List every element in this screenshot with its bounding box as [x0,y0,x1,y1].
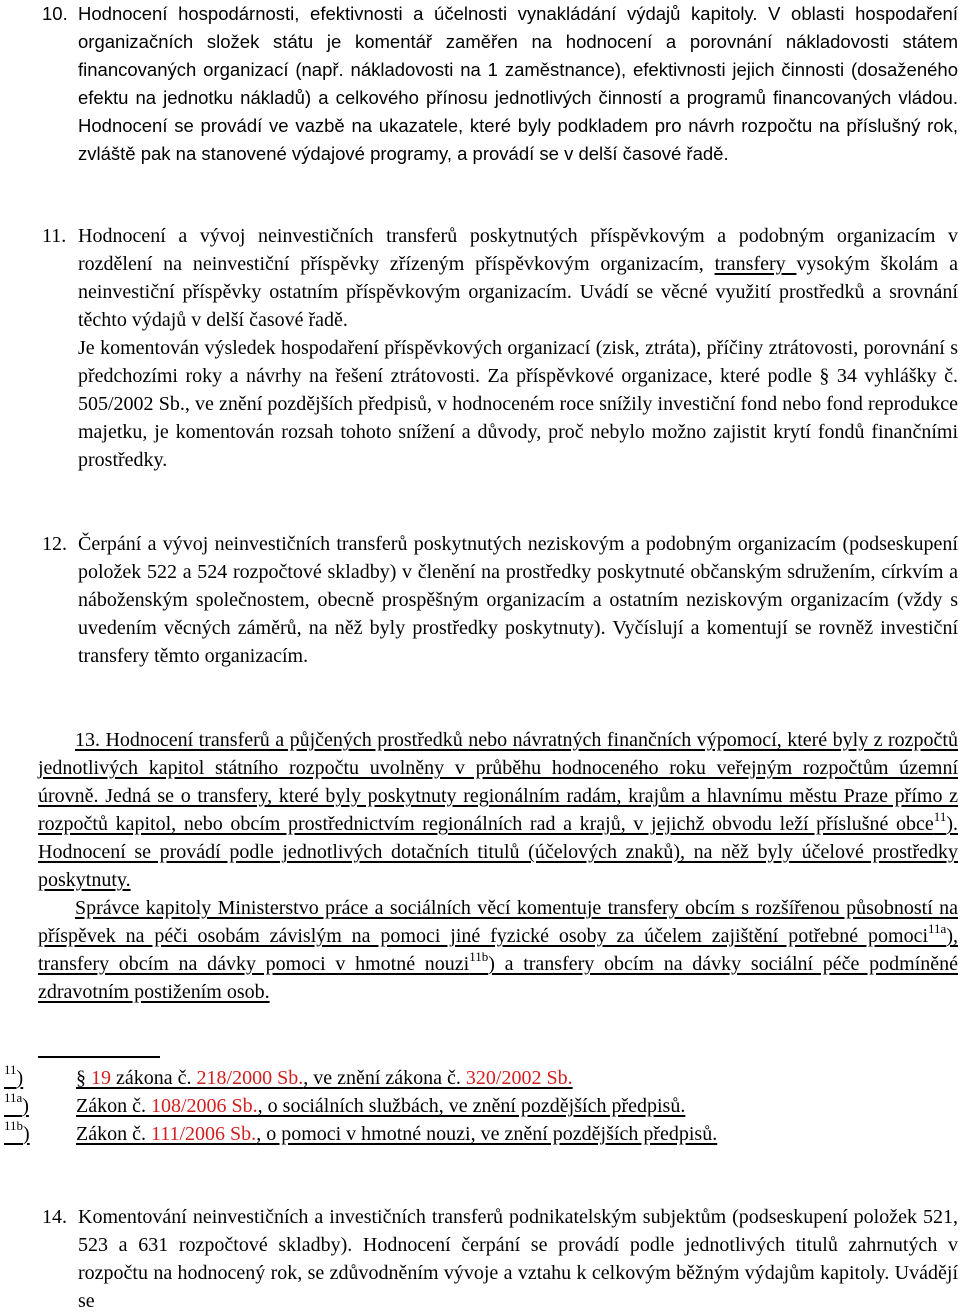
footnote-ref[interactable]: 11b [469,949,489,964]
section-13-paragraph-1: 13. Hodnocení transferů a půjčených prostředků nebo návratných finančních výpomocí, které byly z rozpočtů jednotlivých kapitol státního rozpočtu uvolněny v průběhu hodnoceného roku veřejným rozpočtům územní úrovně. Jedná se o transfery, které byly poskytnuty regionálním radám, krajům a hlavnímu městu Praze přímo z rozpočtů kapitol, nebo obcím prostřednictvím regionálních rad a krajů, v jejichž obvodu leží příslušné obce$^{11}$). Hodnocení se provádí podle jednotlivých dotačních titulů (účelových znaků), na něž byly účelové prostředky poskytnuty. [38,729,958,891]
section-11-paragraph-2: Je komentován výsledek hospodaření příspěvkových organizací (zisk, ztráta), příčiny ztrátovosti, porovnání s předchozími roky a návrhy na řešení ztrátovosti. Za příspěvkové organizace, které podle § 34 vyhlášky č. 505/2002 Sb., ve znění pozdějších předpisů, v hodnoceném roce snížily investiční fond nebo fond reprodukce majetku, je komentován rozsah tohoto snížení a důvody, proč nebylo možno zajistit krytí fondů finančními prostředky. [78,337,958,471]
section-11-paragraph-1: Hodnocení a vývoj neinvestičních transferů poskytnutých příspěvkovým a podobným organizacím v rozdělení na neinvestiční příspěvky zřízeným příspěvkovým organizacím, transfery vysokým školám a neinvestiční příspěvky ostatním příspěvkovým organizacím. Uvádí se věcné využití prostředků a srovnání těchto výdajů v delší časové řadě. [78,225,958,331]
section-13-paragraph-2: Správce kapitoly Ministerstvo práce a sociálních věcí komentuje transfery obcím s rozšířenou působností na příspěvek na péči osobám závislým na pomoci jiné fyzické osoby za účelem zajištění potřebné pomoci$^{11a}$), transfery obcím na dávky pomoci v hmotné nouzi$^{11b}$) a transfery obcím na dávky sociální péče podmíněné zdravotním postižením osob. [38,897,959,1003]
section-14-text: Komentování neinvestičních a investičních transferů podnikatelským subjektům (podseskupení položek 521, 523 a 631 rozpočtové skladby). Hodnocení čerpání se provádí podle jednotlivých titulů zahrnutých v rozpočtu na hodnocený rok, se zdůvodněním vývoje a vztahu k celkovým běžným výdajům kapitoly. Uvádějí se [78,1206,958,1312]
section-14 [42,1203,958,1315]
section-11 [42,222,958,474]
footnote-11b: $^{11b}$) Zákon č. 111/2006 Sb., o pomoci v hmotné nouzi, ve znění pozdějších předpisů. [4,1118,718,1145]
footnote-ref[interactable]: 11 [933,809,947,824]
footnote-divider [38,1056,160,1058]
footnote-11: $^{11}$) § 19 zákona č. 218/2000 Sb., ve znění zákona č. 320/2002 Sb. [4,1062,573,1089]
section-number: 12. [42,533,67,555]
underlined-text: transfery [714,253,797,275]
section-13 [38,726,958,1006]
section-10 [42,0,958,168]
section-12-text: Čerpání a vývoj neinvestičních transferů poskytnutých neziskovým a podobným organizacím (podseskupení položek 522 a 524 rozpočtové skladby) v členění na prostředky poskytnuté občanským sdružením, církvím a náboženským společnostem, obecně prospěšným organizacím a ostatním neziskovým organizacím (vždy s uvedením věcných záměrů, na něž byly prostředky poskytnuty). Vyčíslují a komentují se rovněž investiční transfery těmto organizacím. [78,533,958,667]
section-number: 14. [42,1206,67,1228]
section-12 [42,530,958,670]
footnote-ref[interactable]: 11a [928,921,947,936]
footnote-11a: $^{11a}$) Zákon č. 108/2006 Sb., o sociálních službách, ve znění pozdějších předpisů. [4,1090,686,1117]
section-number: 11. [42,225,67,247]
section-number: 10. [42,3,68,24]
section-10-text: Hodnocení hospodárnosti, efektivnosti a účelnosti vynakládání výdajů kapitoly. V oblasti hospodaření organizačních složek státu je komentář zaměřen na hodnocení a porovnání nákladovosti státem financovaných organizací (např. nákladovosti na 1 zaměstnance), efektivnosti jejich činnosti (dosaženého efektu na jednotku nákladů) a celkového přínosu jednotlivých činností a programů financovaných vládou. Hodnocení se provádí ve vazbě na ukazatele, které byly podkladem pro návrh rozpočtu na příslušný rok, zvláště pak na stanovené výdajové programy, a provádí se v delší časové řadě. [78,3,958,164]
